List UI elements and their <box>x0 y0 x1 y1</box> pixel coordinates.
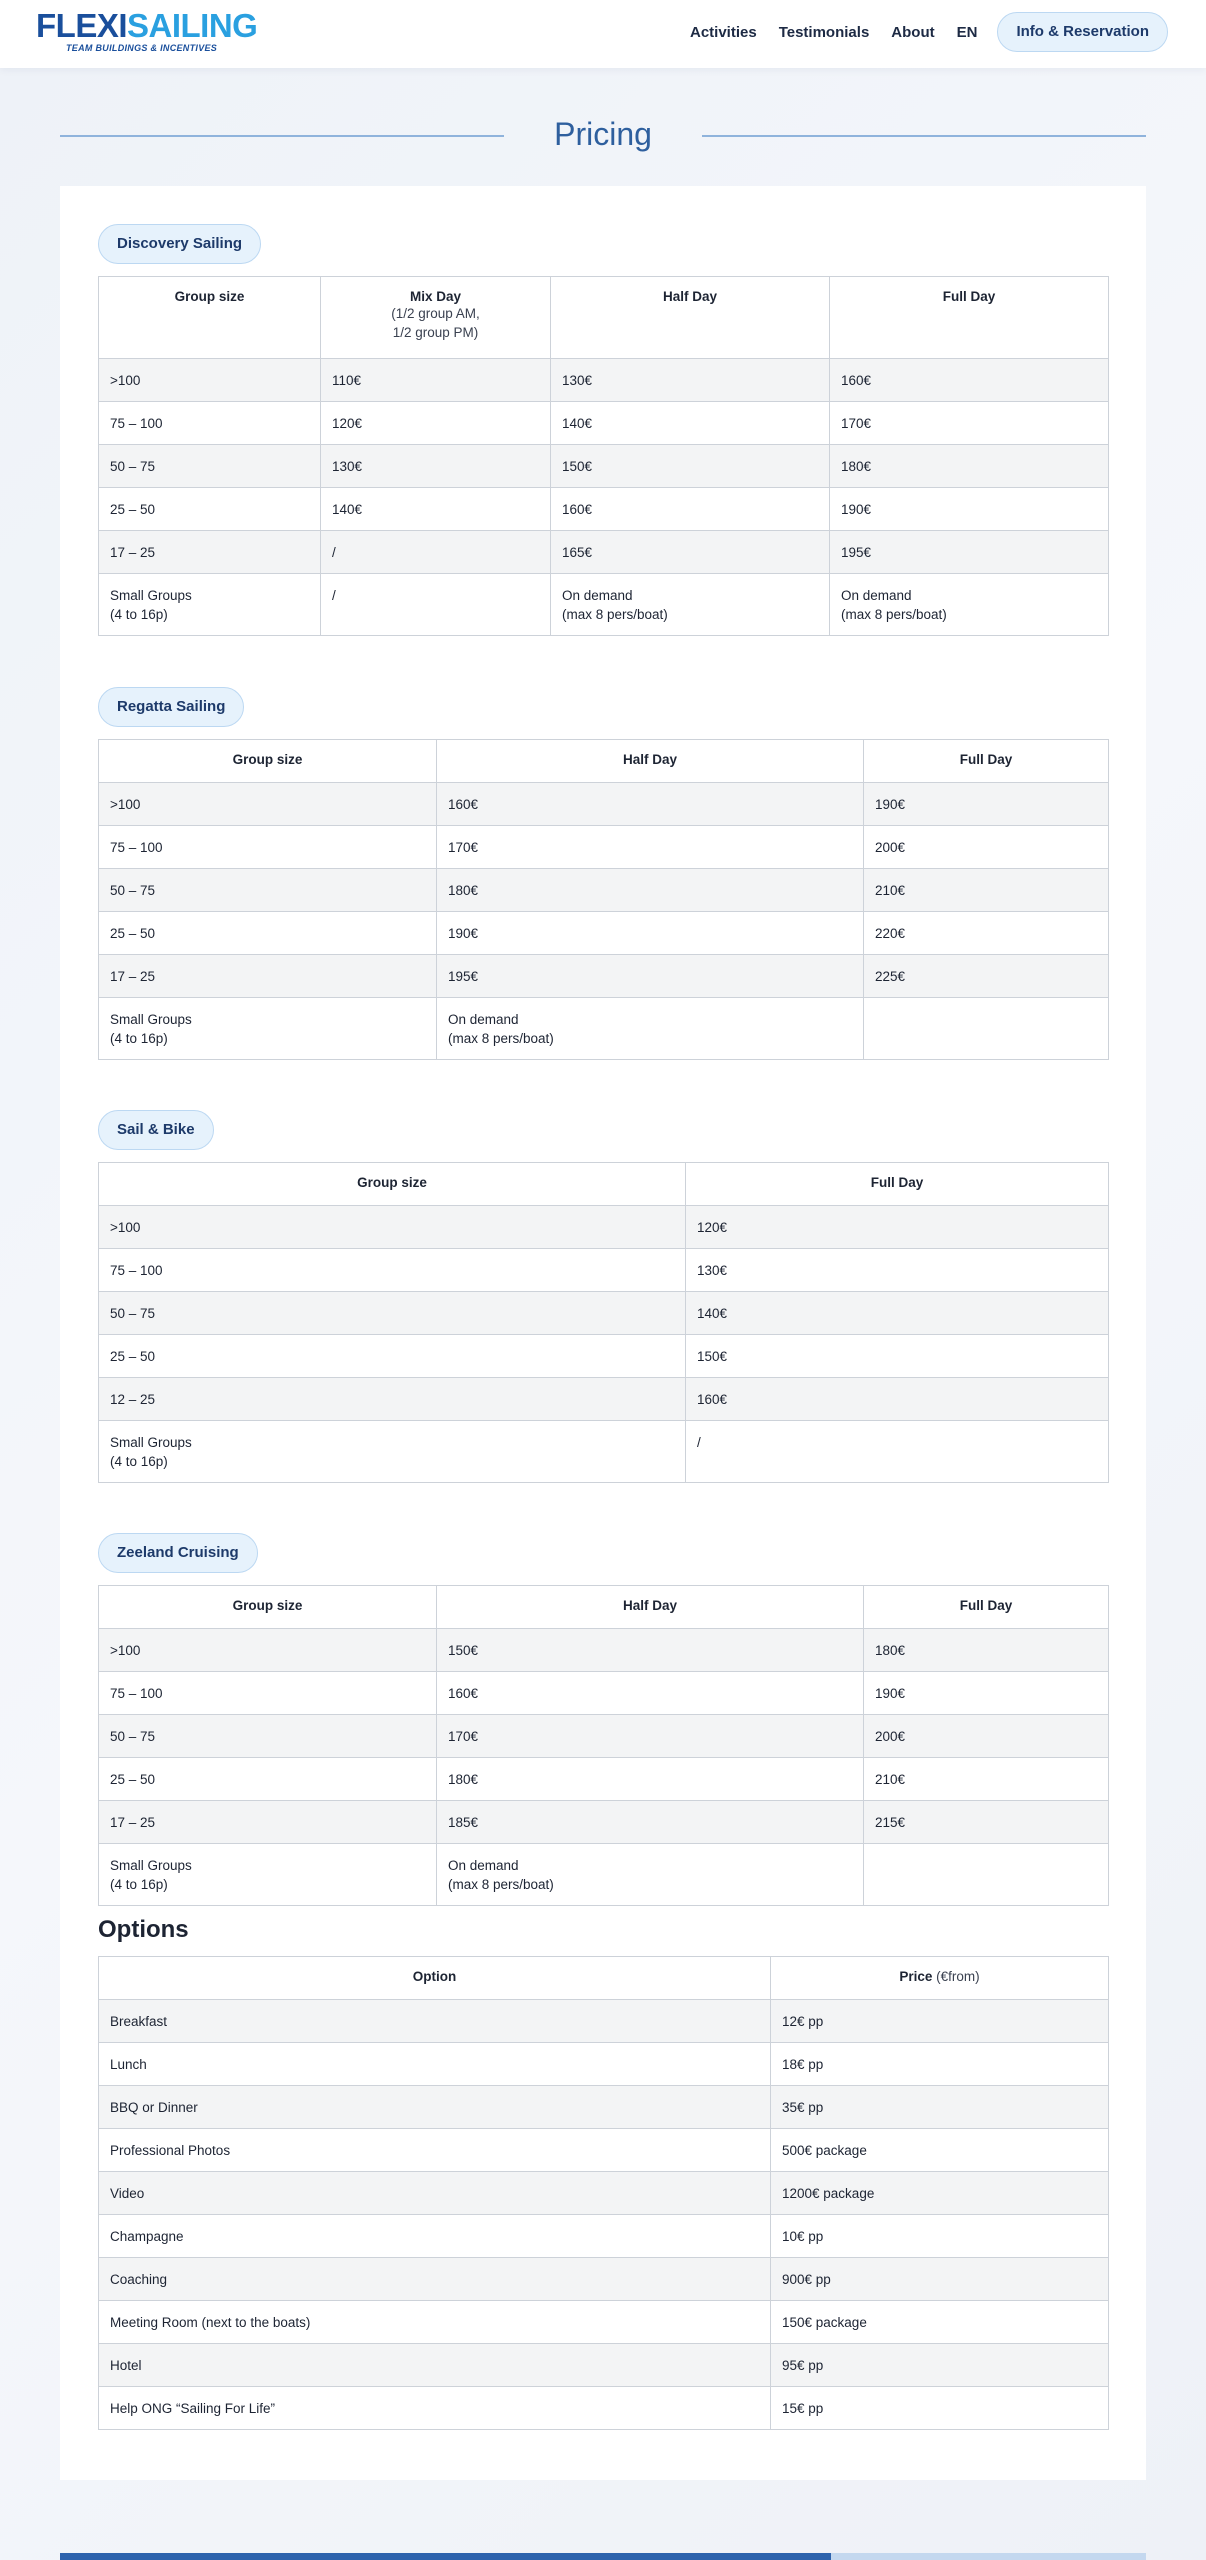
cell-price: 225€ <box>864 955 1109 998</box>
table-row <box>99 1335 1109 1378</box>
page-title: Pricing <box>554 116 652 152</box>
cell-price: 200€ <box>864 826 1109 869</box>
cell-group-size: >100 <box>99 359 321 402</box>
cell-price: 190€ <box>864 783 1109 826</box>
cell-price: 215€ <box>864 1801 1109 1844</box>
cell-price: 12€ pp <box>771 2000 1109 2043</box>
table-row <box>99 2043 1109 2086</box>
cell-group-size: >100 <box>99 1206 686 1249</box>
table-row <box>99 1629 1109 1672</box>
col-header-half-day: Half Day <box>551 277 830 359</box>
cell-price: 190€ <box>437 912 864 955</box>
cell-option: Professional Photos <box>99 2129 771 2172</box>
brand-name: FLEXISAILING <box>36 7 258 44</box>
pricing-card <box>60 186 1146 2480</box>
cell-option: Help ONG “Sailing For Life” <box>99 2387 771 2430</box>
cell-price: 140€ <box>551 402 830 445</box>
table-row <box>99 1292 1109 1335</box>
cell-price: On demand (max 8 pers/boat) <box>830 574 1109 636</box>
discovery-section <box>98 224 1108 622</box>
cell-price: 170€ <box>437 1715 864 1758</box>
cell-price: 150€ package <box>771 2301 1109 2344</box>
table-header-row <box>99 1586 1109 1629</box>
cell-price: 200€ <box>864 1715 1109 1758</box>
cell-price: 1200€ package <box>771 2172 1109 2215</box>
table-row <box>99 359 1109 402</box>
cell-price: 195€ <box>830 531 1109 574</box>
brand-logo[interactable] <box>36 7 258 53</box>
cell-price: 18€ pp <box>771 2043 1109 2086</box>
cell-price: 210€ <box>864 869 1109 912</box>
cell-option: BBQ or Dinner <box>99 2086 771 2129</box>
table-row <box>99 1715 1109 1758</box>
cell-price: 170€ <box>830 402 1109 445</box>
table-row <box>99 2086 1109 2129</box>
cell-group-size: 12 – 25 <box>99 1378 686 1421</box>
cell-group-size: 50 – 75 <box>99 869 437 912</box>
cell-price: On demand (max 8 pers/boat) <box>437 998 864 1060</box>
cell-price: 180€ <box>830 445 1109 488</box>
cell-option: Video <box>99 2172 771 2215</box>
cell-group-size: Small Groups (4 to 16p) <box>99 1844 437 1906</box>
table-row <box>99 1801 1109 1844</box>
col-header-full-day: Full Day <box>686 1163 1109 1206</box>
heading-divider-left <box>60 135 504 137</box>
table-row-small-groups <box>99 1421 1109 1483</box>
cell-price: 500€ package <box>771 2129 1109 2172</box>
cell-option: Hotel <box>99 2344 771 2387</box>
scroll-progress-fill <box>60 2553 831 2560</box>
cell-price: 180€ <box>864 1629 1109 1672</box>
table-row <box>99 2301 1109 2344</box>
table-row <box>99 2258 1109 2301</box>
sail-bike-table <box>98 1162 1109 1483</box>
table-row-small-groups <box>99 998 1109 1060</box>
cell-price <box>864 1844 1109 1906</box>
col-header-price: Price (€from) <box>771 1957 1109 2000</box>
cell-price: 140€ <box>686 1292 1109 1335</box>
table-header-row <box>99 277 1109 359</box>
cell-option: Coaching <box>99 2258 771 2301</box>
cell-price: 10€ pp <box>771 2215 1109 2258</box>
cell-price: 160€ <box>830 359 1109 402</box>
cell-group-size: 50 – 75 <box>99 1292 686 1335</box>
col-header-half-day: Half Day <box>437 740 864 783</box>
site-header <box>0 0 1206 68</box>
table-row-small-groups <box>99 1844 1109 1906</box>
col-header-full-day: Full Day <box>864 1586 1109 1629</box>
cell-price: 150€ <box>437 1629 864 1672</box>
cell-group-size: 17 – 25 <box>99 955 437 998</box>
cell-price: 185€ <box>437 1801 864 1844</box>
table-row <box>99 869 1109 912</box>
cell-group-size: 50 – 75 <box>99 1715 437 1758</box>
table-row <box>99 445 1109 488</box>
cell-group-size: Small Groups (4 to 16p) <box>99 1421 686 1483</box>
col-header-group-size: Group size <box>99 1586 437 1629</box>
info-reservation-button[interactable]: Info & Reservation <box>997 12 1168 52</box>
cell-price: 130€ <box>551 359 830 402</box>
sail-bike-label: Sail & Bike <box>98 1110 214 1150</box>
discovery-sailing-label: Discovery Sailing <box>98 224 261 264</box>
cell-group-size: >100 <box>99 783 437 826</box>
regatta-section <box>98 687 1108 1046</box>
cell-group-size: Small Groups (4 to 16p) <box>99 998 437 1060</box>
zeeland-cruising-label: Zeeland Cruising <box>98 1533 258 1573</box>
cell-price: / <box>321 574 551 636</box>
cell-group-size: 25 – 50 <box>99 1758 437 1801</box>
col-header-group-size: Group size <box>99 1163 686 1206</box>
cell-price: 150€ <box>551 445 830 488</box>
cell-price: 160€ <box>437 783 864 826</box>
table-row <box>99 2000 1109 2043</box>
cell-option: Breakfast <box>99 2000 771 2043</box>
cell-price: 130€ <box>686 1249 1109 1292</box>
cell-price: 165€ <box>551 531 830 574</box>
zeeland-table <box>98 1585 1109 1906</box>
cell-price: 140€ <box>321 488 551 531</box>
cell-price: 190€ <box>830 488 1109 531</box>
cell-group-size: 25 – 50 <box>99 488 321 531</box>
cell-price: 195€ <box>437 955 864 998</box>
cell-price: 160€ <box>437 1672 864 1715</box>
table-row <box>99 955 1109 998</box>
cell-price: 160€ <box>686 1378 1109 1421</box>
cell-group-size: 75 – 100 <box>99 402 321 445</box>
cell-price: 220€ <box>864 912 1109 955</box>
col-header-mix-day: Mix Day (1/2 group AM, 1/2 group PM) <box>321 277 551 359</box>
cell-price: On demand (max 8 pers/boat) <box>437 1844 864 1906</box>
col-header-half-day: Half Day <box>437 1586 864 1629</box>
table-header-row <box>99 1957 1109 2000</box>
table-row <box>99 2215 1109 2258</box>
pricing-heading <box>60 112 1146 160</box>
table-row <box>99 2129 1109 2172</box>
cell-group-size: Small Groups (4 to 16p) <box>99 574 321 636</box>
cell-option: Lunch <box>99 2043 771 2086</box>
table-row <box>99 488 1109 531</box>
table-row <box>99 826 1109 869</box>
cell-group-size: 25 – 50 <box>99 1335 686 1378</box>
cell-price: 210€ <box>864 1758 1109 1801</box>
cell-price: 190€ <box>864 1672 1109 1715</box>
cell-group-size: 75 – 100 <box>99 826 437 869</box>
options-table <box>98 1956 1109 2430</box>
cell-price: 900€ pp <box>771 2258 1109 2301</box>
cell-group-size: 50 – 75 <box>99 445 321 488</box>
table-header-row <box>99 1163 1109 1206</box>
cell-price: 130€ <box>321 445 551 488</box>
table-row <box>99 1249 1109 1292</box>
table-row-small-groups <box>99 574 1109 636</box>
cell-group-size: 17 – 25 <box>99 1801 437 1844</box>
col-header-option: Option <box>99 1957 771 2000</box>
cell-group-size: 25 – 50 <box>99 912 437 955</box>
options-title: Options <box>98 1916 189 1943</box>
regatta-sailing-label: Regatta Sailing <box>98 687 244 727</box>
cell-option: Champagne <box>99 2215 771 2258</box>
brand-tagline: TEAM BUILDINGS & INCENTIVES <box>66 43 218 53</box>
cell-price: 170€ <box>437 826 864 869</box>
cell-price: 95€ pp <box>771 2344 1109 2387</box>
cell-price: / <box>321 531 551 574</box>
cell-option: Meeting Room (next to the boats) <box>99 2301 771 2344</box>
main-nav <box>668 12 1168 52</box>
col-header-group-size: Group size <box>99 740 437 783</box>
cell-price: 150€ <box>686 1335 1109 1378</box>
table-row <box>99 1206 1109 1249</box>
table-row <box>99 2172 1109 2215</box>
cell-price: 180€ <box>437 869 864 912</box>
table-row <box>99 912 1109 955</box>
cell-price: On demand (max 8 pers/boat) <box>551 574 830 636</box>
col-header-group-size: Group size <box>99 277 321 359</box>
cell-price: 120€ <box>321 402 551 445</box>
zeeland-section <box>98 1533 1108 1892</box>
heading-divider-right <box>702 135 1146 137</box>
cell-price: / <box>686 1421 1109 1483</box>
nav-testimonials[interactable]: Testimonials <box>778 23 870 41</box>
table-header-row <box>99 740 1109 783</box>
scroll-progress-bar <box>60 2553 1146 2560</box>
cell-price: 15€ pp <box>771 2387 1109 2430</box>
table-row <box>99 2387 1109 2430</box>
table-row <box>99 531 1109 574</box>
cell-price: 160€ <box>551 488 830 531</box>
regatta-table <box>98 739 1109 1060</box>
table-row <box>99 402 1109 445</box>
table-row <box>99 1672 1109 1715</box>
table-row <box>99 2344 1109 2387</box>
col-header-full-day: Full Day <box>864 740 1109 783</box>
table-row <box>99 783 1109 826</box>
cell-price <box>864 998 1109 1060</box>
nav-about[interactable]: About <box>891 23 935 41</box>
sail-bike-section <box>98 1110 1108 1469</box>
cell-price: 180€ <box>437 1758 864 1801</box>
cell-price: 110€ <box>321 359 551 402</box>
cell-price: 120€ <box>686 1206 1109 1249</box>
table-row <box>99 1378 1109 1421</box>
nav-activities[interactable]: Activities <box>690 23 757 41</box>
cell-price: 35€ pp <box>771 2086 1109 2129</box>
table-row <box>99 1758 1109 1801</box>
cell-group-size: 17 – 25 <box>99 531 321 574</box>
discovery-table <box>98 276 1109 636</box>
language-switcher[interactable]: EN <box>956 23 978 41</box>
cell-group-size: 75 – 100 <box>99 1672 437 1715</box>
col-header-full-day: Full Day <box>830 277 1109 359</box>
cell-group-size: >100 <box>99 1629 437 1672</box>
cell-group-size: 75 – 100 <box>99 1249 686 1292</box>
